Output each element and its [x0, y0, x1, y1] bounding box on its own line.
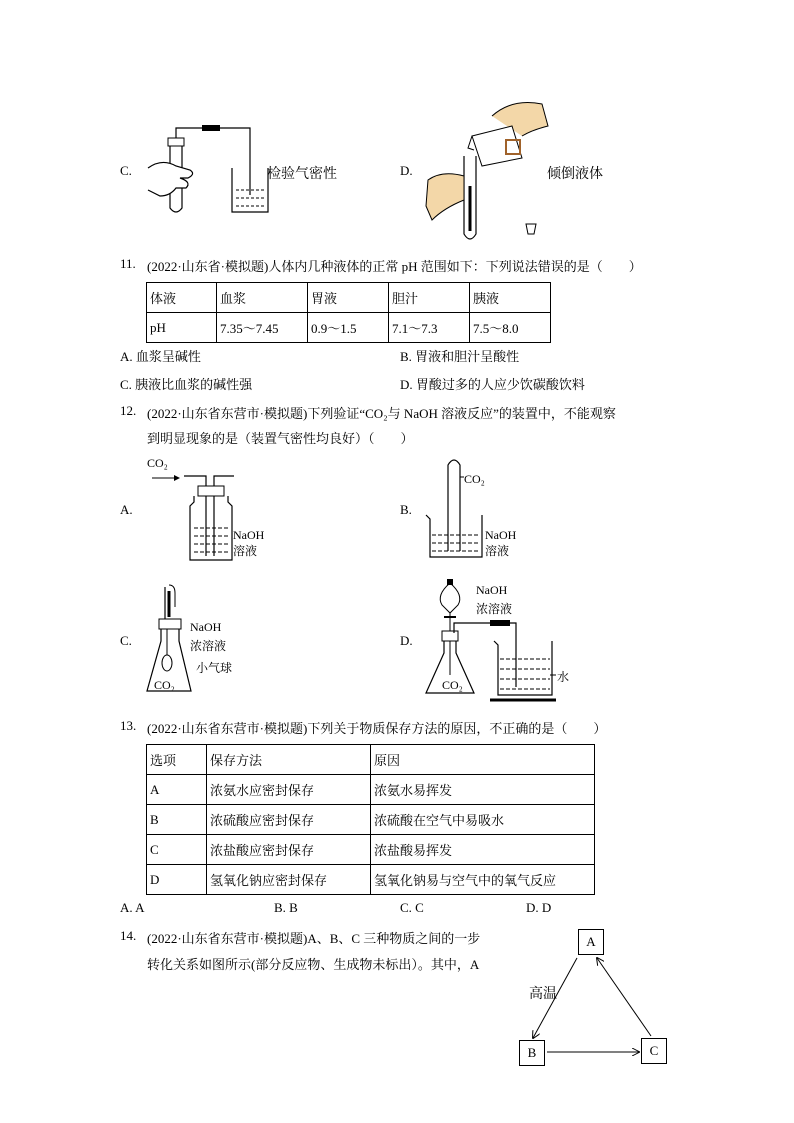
q14-stem-line1: (2022·山东省东营市·模拟题)A、B、C 三种物质之间的一步 — [147, 931, 481, 946]
q11-ph-table — [146, 282, 551, 343]
table-cell: 选项 — [147, 745, 207, 775]
table-row — [147, 775, 595, 805]
q12-option-b-letter[interactable]: B. — [400, 502, 412, 517]
diagram-node-a: A — [578, 929, 604, 955]
diagram-edge-label: 高温 — [529, 987, 557, 1002]
table-row — [147, 283, 551, 313]
q12-a-solution-label2: 溶液 — [233, 544, 258, 558]
q10-pour-liquid-figure — [422, 96, 552, 246]
table-cell: 7.5～8.0 — [470, 313, 551, 343]
q13-stem: (2022·山东省东营市·模拟题)下列关于物质保存方法的原因，不正确的是（ ） — [147, 721, 607, 736]
table-cell: 7.35～7.45 — [217, 313, 308, 343]
arrow-c-to-a — [597, 958, 651, 1036]
table-cell: 氢氧化钠易与空气中的氧气反应 — [371, 865, 595, 895]
q10-option-d-letter: D. — [400, 163, 413, 178]
table-cell: 浓硫酸在空气中易吸水 — [371, 805, 595, 835]
q12-option-c-letter[interactable]: C. — [120, 633, 132, 648]
table-cell: 7.1～7.3 — [389, 313, 470, 343]
q13-storage-table — [146, 744, 595, 895]
q11-option-d[interactable]: D. 胃酸过多的人应少饮碳酸饮料 — [400, 377, 585, 392]
q12-b-gas-label: CO₂ — [464, 472, 485, 486]
q10-option-c-letter: C. — [120, 163, 132, 178]
q12-c-gas-label: CO₂ — [154, 678, 175, 692]
q10-airtightness-figure — [140, 120, 270, 220]
q11-stem: (2022·山东省·模拟题)人体内几种液体的正常 pH 范围如下：下列说法错误的是（ ） — [147, 259, 642, 274]
q14-stem-line2: 转化关系如图所示(部分反应物、生成物未标出）。其中，A — [147, 957, 480, 972]
table-cell: 体液 — [147, 283, 217, 313]
table-cell: 氢氧化钠应密封保存 — [207, 865, 371, 895]
q13-option-c[interactable]: C. C — [400, 900, 424, 915]
q11-option-b[interactable]: B. 胃液和胆汁呈酸性 — [400, 349, 520, 364]
table-cell: D — [147, 865, 207, 895]
table-cell: pH — [147, 313, 217, 343]
table-cell: 浓盐酸应密封保存 — [207, 835, 371, 865]
table-cell: 胆汁 — [389, 283, 470, 313]
table-row — [147, 835, 595, 865]
table-row — [147, 865, 595, 895]
q12-b-solution-label: NaOH — [485, 528, 517, 542]
diagram-node-b: B — [519, 1040, 545, 1066]
q12-a-solution-label: NaOH — [233, 528, 265, 542]
q12-c-balloon-label: 小气球 — [196, 661, 233, 675]
q10-option-d-caption: 倾倒液体 — [547, 167, 603, 182]
q12-option-a-letter[interactable]: A. — [120, 502, 133, 517]
q13-option-b[interactable]: B. B — [274, 900, 298, 915]
q12-c-solution-label: NaOH — [190, 620, 222, 634]
table-cell: 血浆 — [217, 283, 308, 313]
table-cell: 胃液 — [308, 283, 389, 313]
q12-d-solution-label: NaOH — [476, 583, 508, 597]
q12-d-water-label: 水 — [557, 670, 570, 684]
table-cell: C — [147, 835, 207, 865]
table-cell: B — [147, 805, 207, 835]
table-cell: 浓盐酸易挥发 — [371, 835, 595, 865]
table-cell: 浓氨水易挥发 — [371, 775, 595, 805]
q13-option-a[interactable]: A. A — [120, 900, 145, 915]
table-row — [147, 313, 551, 343]
table-row — [147, 805, 595, 835]
q11-number: 11. — [120, 256, 136, 271]
q13-number: 13. — [120, 718, 137, 733]
q12-c-solution-label2: 浓溶液 — [190, 639, 227, 653]
q12-d-gas-label: CO₂ — [442, 678, 463, 692]
q12-option-d-letter[interactable]: D. — [400, 633, 413, 648]
table-row — [147, 745, 595, 775]
q12-stem-line2: 到明显现象的是（装置气密性均良好）（ ） — [147, 431, 414, 446]
q12-a-gas-label: CO₂ — [147, 456, 168, 470]
diagram-node-c: C — [641, 1038, 667, 1064]
q12-b-inverted-tube — [420, 455, 490, 560]
table-cell: 胰液 — [470, 283, 551, 313]
table-cell: 浓硫酸应密封保存 — [207, 805, 371, 835]
q12-d-solution-label2: 浓溶液 — [476, 602, 513, 616]
q10-option-c-caption: 检验气密性 — [267, 167, 337, 182]
table-cell: 0.9～1.5 — [308, 313, 389, 343]
q12-stem-line1: (2022·山东省东营市·模拟题)下列验证“CO₂与 NaOH 溶液反应”的装置中，不能观察 — [147, 406, 616, 421]
q12-a-gas-bottle — [150, 468, 240, 563]
table-cell: 保存方法 — [207, 745, 371, 775]
q12-number: 12. — [120, 403, 137, 418]
q14-number: 14. — [120, 928, 137, 943]
q11-option-a[interactable]: A. 血浆呈碱性 — [120, 349, 201, 364]
q13-option-d[interactable]: D. D — [526, 900, 552, 915]
q11-option-c[interactable]: C. 胰液比血浆的碱性强 — [120, 377, 253, 392]
table-cell: 原因 — [371, 745, 595, 775]
table-cell: A — [147, 775, 207, 805]
table-cell: 浓氨水应密封保存 — [207, 775, 371, 805]
q12-b-solution-label2: 溶液 — [485, 544, 510, 558]
